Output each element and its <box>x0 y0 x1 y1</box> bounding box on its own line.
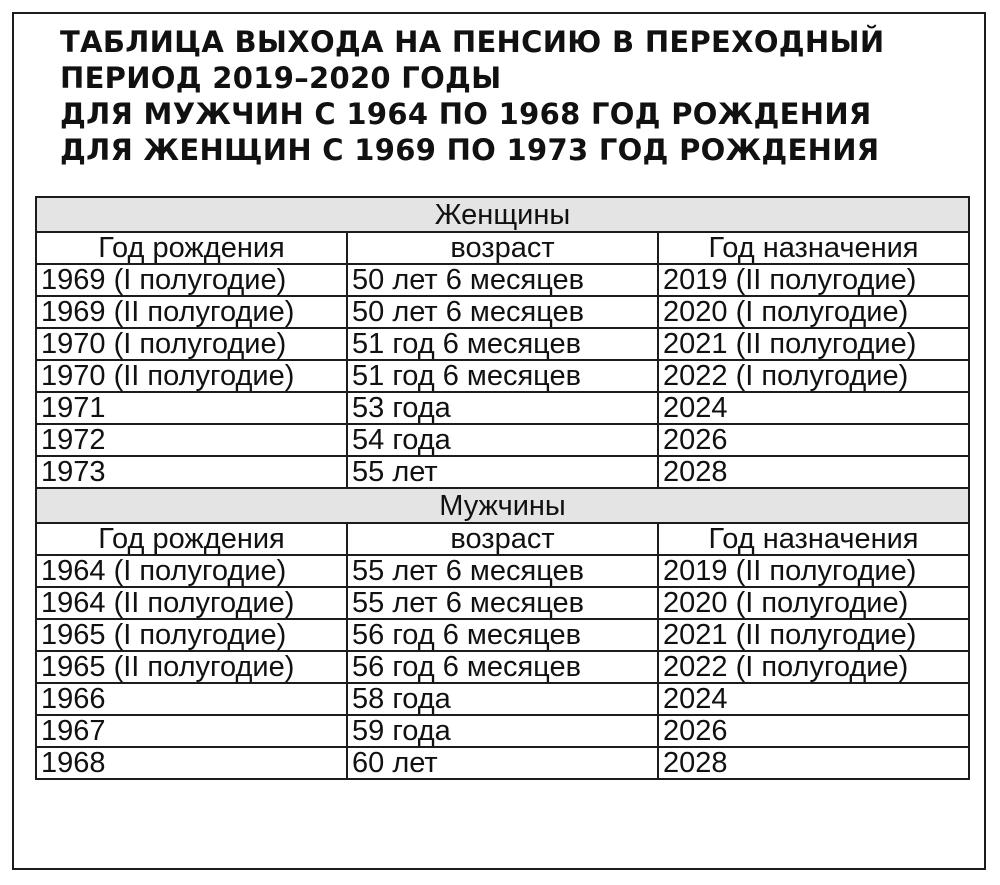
cell-age: 50 лет 6 месяцев <box>347 296 658 328</box>
column-header-row <box>36 523 969 555</box>
table-row <box>36 328 969 360</box>
table-row <box>36 296 969 328</box>
table-row <box>36 456 969 488</box>
section-row-women <box>36 197 969 232</box>
cell-birth-year: 1968 <box>36 747 347 779</box>
pension-table <box>35 196 970 780</box>
cell-birth-year: 1966 <box>36 683 347 715</box>
section-title-men: Мужчины <box>36 488 969 523</box>
table-row <box>36 555 969 587</box>
cell-birth-year: 1970 (II полугодие) <box>36 360 347 392</box>
title-line: ДЛЯ ЖЕНЩИН С 1969 ПО 1973 ГОД РОЖДЕНИЯ <box>60 133 880 167</box>
cell-age: 55 лет <box>347 456 658 488</box>
table-row <box>36 587 969 619</box>
column-header-birth-year: Год рождения <box>36 523 347 555</box>
table-row <box>36 715 969 747</box>
cell-age: 56 год 6 месяцев <box>347 651 658 683</box>
table-row <box>36 619 969 651</box>
cell-assignment-year: 2021 (II полугодие) <box>658 328 969 360</box>
table-row <box>36 264 969 296</box>
cell-age: 50 лет 6 месяцев <box>347 264 658 296</box>
cell-assignment-year: 2028 <box>658 747 969 779</box>
cell-birth-year: 1972 <box>36 424 347 456</box>
cell-assignment-year: 2024 <box>658 683 969 715</box>
table-row <box>36 683 969 715</box>
column-header-row <box>36 232 969 264</box>
table-row <box>36 392 969 424</box>
cell-birth-year: 1971 <box>36 392 347 424</box>
cell-birth-year: 1967 <box>36 715 347 747</box>
cell-assignment-year: 2028 <box>658 456 969 488</box>
title-line: ТАБЛИЦА ВЫХОДА НА ПЕНСИЮ В ПЕРЕХОДНЫЙ <box>60 25 885 59</box>
table-row <box>36 747 969 779</box>
cell-assignment-year: 2020 (I полугодие) <box>658 296 969 328</box>
cell-age: 56 год 6 месяцев <box>347 619 658 651</box>
column-header-age: возраст <box>347 232 658 264</box>
cell-age: 58 года <box>347 683 658 715</box>
table-row <box>36 360 969 392</box>
section-title-women: Женщины <box>36 197 969 232</box>
section-row-men <box>36 488 969 523</box>
cell-assignment-year: 2026 <box>658 715 969 747</box>
column-header-assignment-year: Год назначения <box>658 232 969 264</box>
cell-birth-year: 1965 (II полугодие) <box>36 651 347 683</box>
cell-age: 55 лет 6 месяцев <box>347 555 658 587</box>
cell-assignment-year: 2026 <box>658 424 969 456</box>
cell-age: 51 год 6 месяцев <box>347 360 658 392</box>
title-line: ПЕРИОД 2019–2020 ГОДЫ <box>60 61 502 95</box>
column-header-birth-year: Год рождения <box>36 232 347 264</box>
cell-age: 59 года <box>347 715 658 747</box>
table-row <box>36 651 969 683</box>
cell-age: 60 лет <box>347 747 658 779</box>
cell-age: 53 года <box>347 392 658 424</box>
title-line: ДЛЯ МУЖЧИН С 1964 ПО 1968 ГОД РОЖДЕНИЯ <box>60 97 872 131</box>
cell-birth-year: 1973 <box>36 456 347 488</box>
cell-age: 54 года <box>347 424 658 456</box>
cell-assignment-year: 2020 (I полугодие) <box>658 587 969 619</box>
cell-assignment-year: 2019 (II полугодие) <box>658 264 969 296</box>
cell-birth-year: 1964 (I полугодие) <box>36 555 347 587</box>
cell-birth-year: 1969 (I полугодие) <box>36 264 347 296</box>
cell-assignment-year: 2022 (I полугодие) <box>658 651 969 683</box>
cell-assignment-year: 2021 (II полугодие) <box>658 619 969 651</box>
cell-age: 55 лет 6 месяцев <box>347 587 658 619</box>
cell-assignment-year: 2024 <box>658 392 969 424</box>
cell-birth-year: 1970 (I полугодие) <box>36 328 347 360</box>
table-row <box>36 424 969 456</box>
cell-birth-year: 1964 (II полугодие) <box>36 587 347 619</box>
cell-birth-year: 1965 (I полугодие) <box>36 619 347 651</box>
cell-assignment-year: 2019 (II полугодие) <box>658 555 969 587</box>
cell-assignment-year: 2022 (I полугодие) <box>658 360 969 392</box>
cell-birth-year: 1969 (II полугодие) <box>36 296 347 328</box>
cell-age: 51 год 6 месяцев <box>347 328 658 360</box>
page-title <box>60 24 960 168</box>
column-header-age: возраст <box>347 523 658 555</box>
column-header-assignment-year: Год назначения <box>658 523 969 555</box>
